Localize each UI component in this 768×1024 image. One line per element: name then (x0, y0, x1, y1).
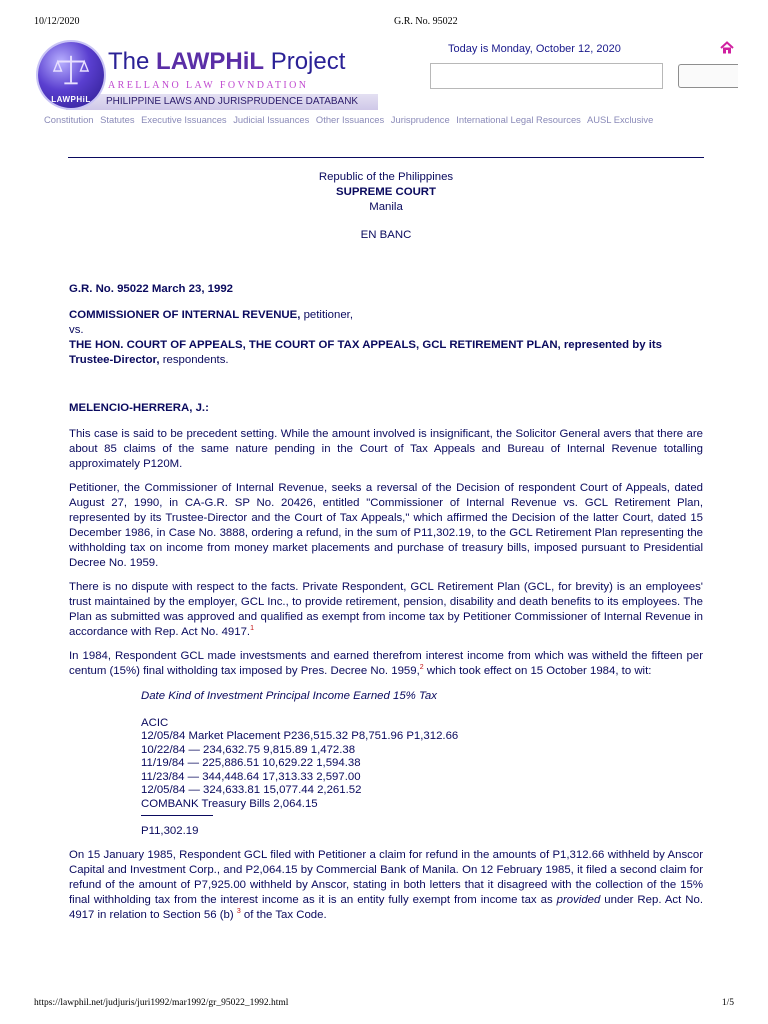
logo-subtitle: ARELLANO LAW FOVNDATION (108, 80, 309, 91)
table-row: 11/19/84 — 225,886.51 10,629.22 1,594.38 (141, 757, 361, 769)
scales-of-justice-icon (52, 52, 90, 90)
tax-table-header: Date Kind of Investment Principal Income Earned 15% Tax (141, 690, 437, 702)
petitioner-role: petitioner, (300, 309, 353, 321)
nav-statutes[interactable]: Statutes (100, 114, 135, 125)
case-number: G.R. No. 95022 March 23, 1992 (69, 283, 233, 295)
division: EN BANC (360, 229, 412, 241)
lawphil-logo[interactable] (36, 38, 376, 114)
republic: Republic of the Philippines (318, 171, 454, 183)
logo-title: The LAWPHiL Project (108, 48, 346, 75)
paragraph-4: In 1984, Respondent GCL made investsments and earned therefrom interest income from which was witheld the fifteen per centum (15%) final witholding tax imposed by Pres. Decree No. 1959,$^2$ which took effect on 15 October 1984, to wit: (69, 650, 703, 677)
footnote-link-3[interactable]: 3 (236, 907, 241, 915)
table-row: 11/23/84 — 344,448.64 17,313.33 2,597.00 (141, 770, 361, 783)
court-name: SUPREME COURT (336, 186, 436, 198)
paragraph-3: There is no dispute with respect to the facts. Private Respondent, GCL Retirement Plan (GCL, for brevity) is an employees' trust maintained by the employer, GCL Inc., to provide retirement, pension, disability and death benefits to its employees. The Plan as submitted was approved and qualified as exempt from income tax by Petitioner Commissioner of Internal Revenue in accordance with Rep. Act No. 4917.$^1$ (69, 581, 703, 638)
print-header (34, 16, 734, 30)
paragraph-2: Petitioner, the Commissioner of Internal Revenue, seeks a reversal of the Decision of respondent Court of Appeals, dated August 27, 1990, in CA-G.R. SP No. 20426, entitled "Commissioner of Internal Revenue vs. GCL Retirement Plan, represented by its Trustee-Director and the Court of Tax Appeals," which affirmed the Decision of the latter Court, dated 15 December 1986, in Case No. 3888, ordering a refund, in the sum of P11,302.19, to the GCL Retirement Plan representing the withholding tax on income from money market placements and purchase of treasury bills, imposed pursuant to Presidential Decree No. 1959. (69, 482, 703, 569)
search-button[interactable] (678, 64, 738, 88)
table-row: 12/05/84 — 324,633.81 15,077.44 2,261.52 (141, 784, 362, 796)
page-url: https://lawphil.net/judjuris/juri1992/mar1992/gr_95022_1992.html (34, 998, 289, 1008)
table-row: ACIC (141, 716, 169, 729)
table-row: COMBANK Treasury Bills 2,064.15 (141, 797, 318, 810)
nav-constitution[interactable]: Constitution (44, 114, 94, 125)
print-title: G.R. No. 95022 (394, 16, 458, 27)
nav-international-legal-resources[interactable]: International Legal Resources (456, 114, 581, 125)
nav-ausl-exclusive[interactable]: AUSL Exclusive (586, 114, 654, 125)
footnote-link-1[interactable]: 1 (250, 625, 254, 633)
petitioner-name: COMMISSIONER OF INTERNAL REVENUE, (69, 309, 301, 321)
today-date: Today is Monday, October 12, 2020 (448, 43, 621, 55)
versus: vs. (69, 324, 84, 336)
respondent-role: respondents. (159, 354, 229, 366)
respondent-name: THE HON. COURT OF APPEALS, THE COURT OF TAX APPEALS, GCL RETIREMENT PLAN, represented by its Trustee-Director, (69, 339, 662, 366)
table-row: 10/22/84 — 234,632.75 9,815.89 1,472.38 (141, 743, 356, 756)
globe-icon (38, 42, 104, 108)
ponente: MELENCIO-HERRERA, J.: (69, 402, 209, 414)
logo-badge: LAWPHiL (51, 95, 91, 104)
paragraph-1: This case is said to be precedent setting. While the amount involved is insignificant, the Solicitor General avers that there are about 85 claims of the same nature pending in the Court of Tax Appeals and Bureau of Internal Revenue totalling approximately P120M. (69, 428, 703, 470)
decision-document (69, 170, 703, 923)
case-parties (69, 308, 703, 368)
logo-band (66, 94, 378, 110)
table-total: P11,302.19 (141, 825, 199, 837)
nav-jurisprudence[interactable]: Jurisprudence (390, 114, 450, 125)
search-input[interactable] (430, 63, 663, 89)
caption-header (69, 170, 703, 243)
print-footer (34, 998, 734, 1012)
print-date: 10/12/2020 (34, 16, 80, 27)
page-number: 1/5 (721, 998, 734, 1008)
footnote-link-2[interactable]: 2 (419, 664, 424, 672)
divider (68, 157, 704, 158)
table-row: 12/05/84 Market Placement P236,515.32 P8,751.96 P1,312.66 (141, 730, 459, 742)
paragraph-5: On 15 January 1985, Respondent GCL filed with Petitioner a claim for refund in the amounts of P1,312.66 withheld by Anscor Capital and Investment Corp., and P2,064.15 by Commercial Bank of Manila. On 12 February 1985, it filed a second claim for refund of the amount of P7,925.00 withheld by Anscor, stating in both letters that it disagreed with the collection of the 15% final withholding tax from the interest income as it is an entity fully exempt from income tax as provided under Rep. Act No. 4917 in relation to Section 56 (b) $^3$ of the Tax Code. (69, 848, 704, 921)
nav-other-issuances[interactable]: Other Issuances (315, 114, 385, 125)
total-rule (141, 815, 213, 816)
tax-table (141, 690, 703, 839)
main-nav (44, 114, 738, 125)
nav-executive-issuances[interactable]: Executive Issuances (141, 114, 227, 125)
logo-band-text: PHILIPPINE LAWS AND JURISPRUDENCE DATABANK (106, 96, 359, 107)
nav-judicial-issuances[interactable]: Judicial Issuances (233, 114, 310, 125)
city: Manila (369, 201, 403, 213)
home-icon[interactable] (720, 41, 734, 55)
